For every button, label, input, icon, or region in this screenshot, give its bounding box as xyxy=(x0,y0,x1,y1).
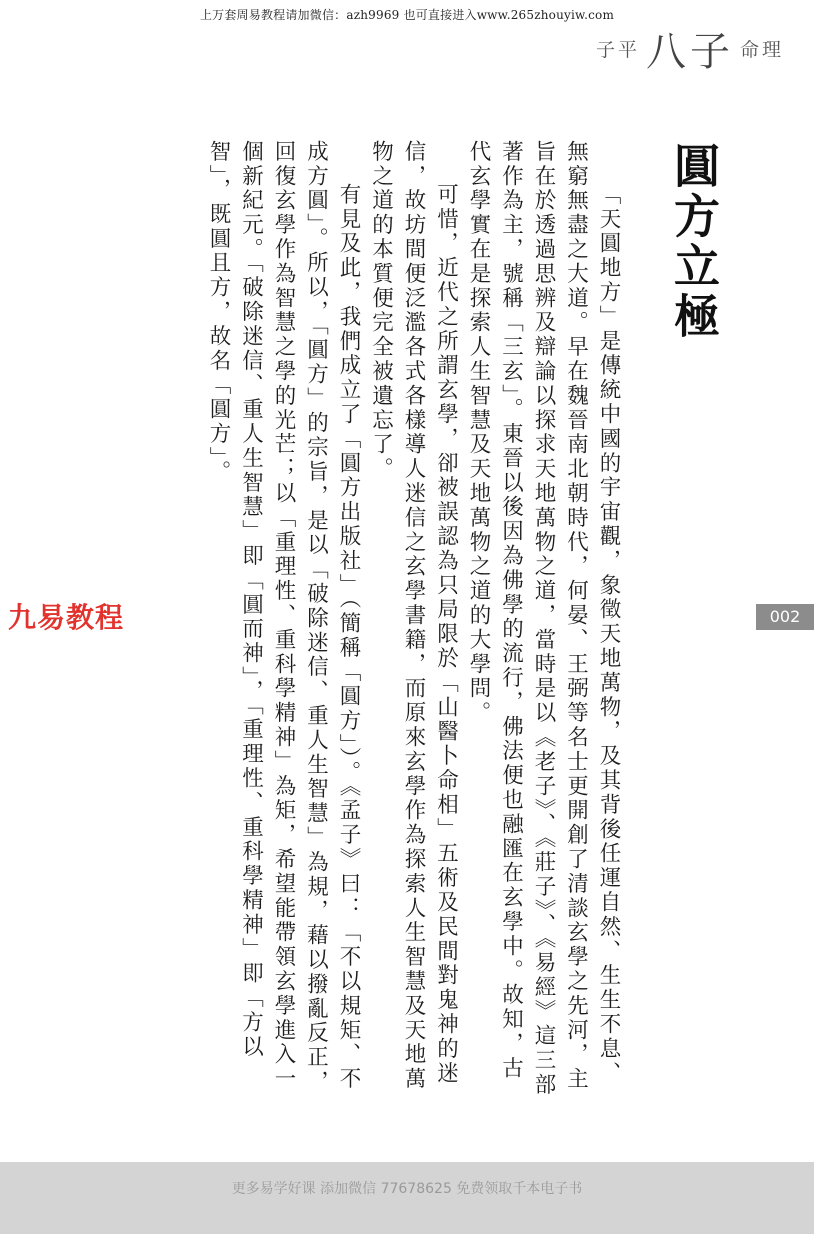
body-text xyxy=(202,140,625,1100)
brand-middle: 八子 xyxy=(645,28,734,75)
footer-bar xyxy=(0,1162,814,1234)
brand-left: 子平 xyxy=(595,38,640,61)
watermark: 九易教程 xyxy=(8,601,125,634)
top-banner: 上万套周易教程请加微信：azh9969 也可直接进入www.265zhouyiw.com xyxy=(199,8,615,22)
paragraph-3: 有見及此，我們成立了「圓方出版社」（簡稱「圓方」）。《孟子》曰：「不以規矩、不成方圓」。所以，「圓方」的宗旨，是以「破除迷信、重人生智慧」為規，藉以撥亂反正，回復玄學作為智慧之學的光芒；以「重理性、重科學精神」為矩，希望能帶領玄學進入一個新紀元。「破除迷信、重人生智慧」即「圓而神」，「重理性、重科學精神」即「方以智」，既圓且方，故名「圓方」。 xyxy=(206,140,361,1095)
paragraph-1: 「天圓地方」是傳統中國的宇宙觀，象徵天地萬物，及其背後任運自然、生生不息、無窮無盡之大道。早在魏晉南北朝時代，何晏、王弼等名士更開創了清談玄學之先河，主旨在於透過思辨及辯論以探求天地萬物之道，當時是以《老子》、《莊子》、《易經》這三部著作為主，號稱「三玄」。東晉以後因為佛學的流行，佛法便也融匯在玄學中。故知，古代玄學實在是探索人生智慧及天地萬物之道的大學問。 xyxy=(466,140,621,1098)
page-number: 002 xyxy=(756,604,814,630)
paragraph-2: 可惜，近代之所謂玄學，卻被誤認為只局限於「山醫卜命相」五術及民間對鬼神的迷信，故坊間便泛濫各式各樣導人迷信之玄學書籍，而原來玄學作為探索人生智慧及天地萬物之道的本質便完全被遺忘了。 xyxy=(368,140,459,1092)
brand-logo xyxy=(596,18,784,78)
chapter-title: 圓方立極 xyxy=(667,142,721,342)
footer-text: 更多易学好课 添加微信 77678625 免费领取千本电子书 xyxy=(231,1181,583,1197)
brand-right: 命理 xyxy=(739,38,784,61)
